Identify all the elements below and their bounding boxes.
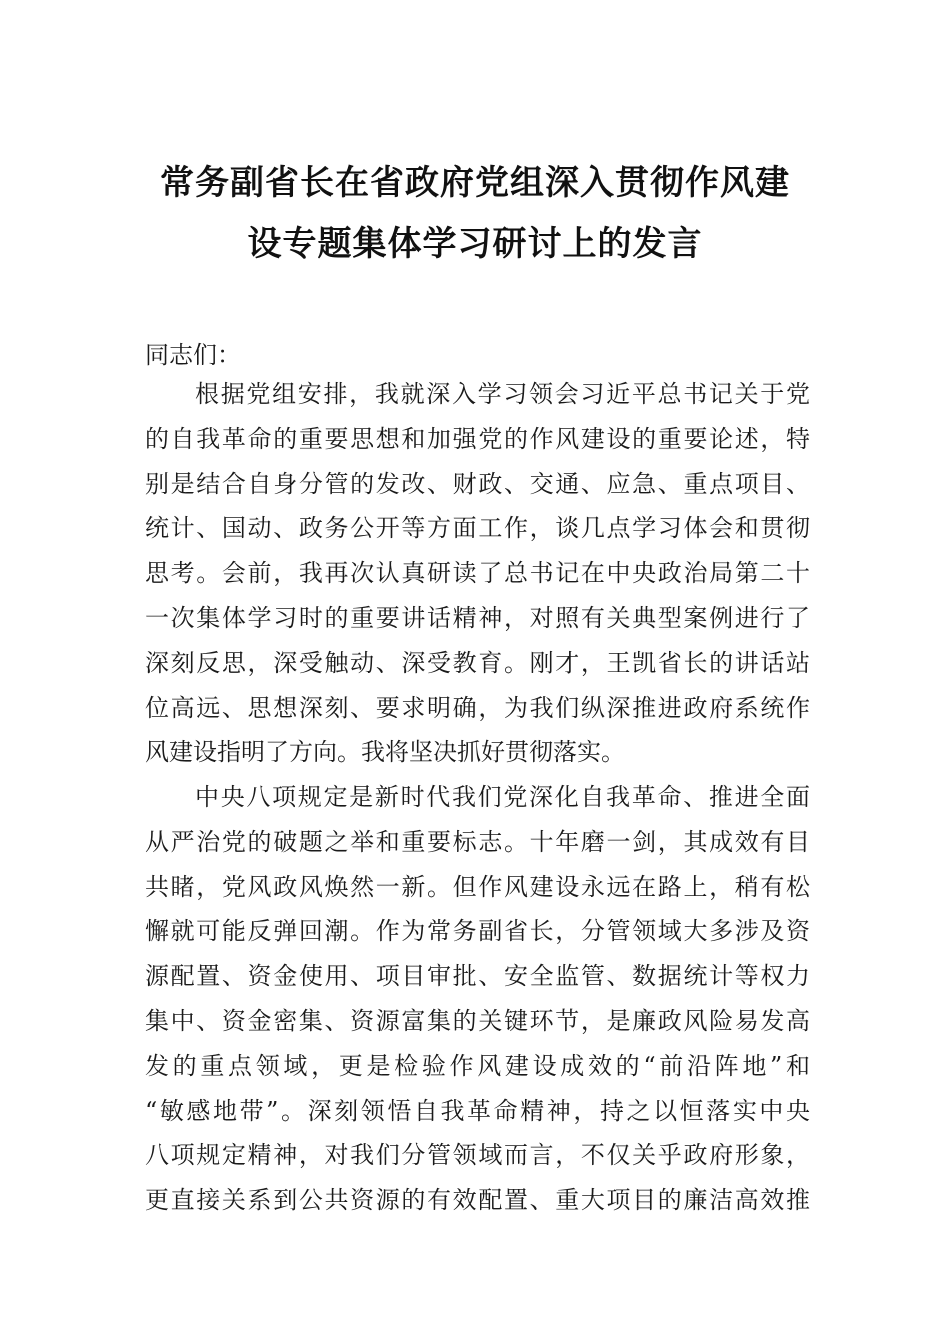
- paragraph-line: 集中、资金密集、资源富集的关键环节，是廉政风险易发高: [145, 1006, 810, 1035]
- paragraph-line: 的自我革命的重要思想和加强党的作风建设的重要论述，特: [145, 424, 810, 453]
- salutation: 同志们：: [145, 341, 241, 369]
- paragraph-1: [145, 372, 810, 775]
- paragraph-line: 别是结合自身分管的发改、财政、交通、应急、重点项目、: [145, 469, 810, 498]
- paragraph-line: 深刻反思，深受触动、深受教育。刚才，王凯省长的讲话站: [145, 648, 810, 677]
- document-title-line-2: 设专题集体学习研讨上的发言: [247, 224, 703, 264]
- paragraph-line: 风建设指明了方向。我将坚决抓好贯彻落实。: [145, 738, 625, 767]
- paragraph-line: 统计、国动、政务公开等方面工作，谈几点学习体会和贯彻: [145, 514, 810, 543]
- paragraph-line: 思考。会前，我再次认真研读了总书记在中央政治局第二十: [145, 559, 810, 588]
- paragraph-line: 发的重点领域，更是检验作风建设成效的“前沿阵地”和: [145, 1051, 810, 1080]
- paragraph-line: 根据党组安排，我就深入学习领会习近平总书记关于党: [195, 380, 810, 408]
- paragraph-line: 位高远、思想深刻、要求明确，为我们纵深推进政府系统作: [145, 693, 810, 722]
- paragraph-line: 一次集体学习时的重要讲话精神，对照有关典型案例进行了: [145, 603, 810, 632]
- paragraph-line: 共睹，党风政风焕然一新。但作风建设永远在路上，稍有松: [145, 872, 810, 901]
- paragraph-line: 更直接关系到公共资源的有效配置、重大项目的廉洁高效推: [145, 1186, 810, 1215]
- paragraph-line: “敏感地带”。深刻领悟自我革命精神，持之以恒落实中央: [145, 1096, 810, 1125]
- paragraph-line: 中央八项规定是新时代我们党深化自我革命、推进全面: [195, 783, 810, 811]
- paragraph-2: [145, 775, 810, 1223]
- document-title-line-1: 常务副省长在省政府党组深入贯彻作风建: [160, 163, 790, 203]
- paragraph-line: 源配置、资金使用、项目审批、安全监管、数据统计等权力: [145, 962, 810, 991]
- paragraph-line: 从严治党的破题之举和重要标志。十年磨一剑，其成效有目: [145, 827, 810, 856]
- paragraph-line: 懈就可能反弹回潮。作为常务副省长，分管领域大多涉及资: [145, 917, 810, 946]
- paragraph-line: 八项规定精神，对我们分管领域而言，不仅关乎政府形象，: [145, 1141, 810, 1170]
